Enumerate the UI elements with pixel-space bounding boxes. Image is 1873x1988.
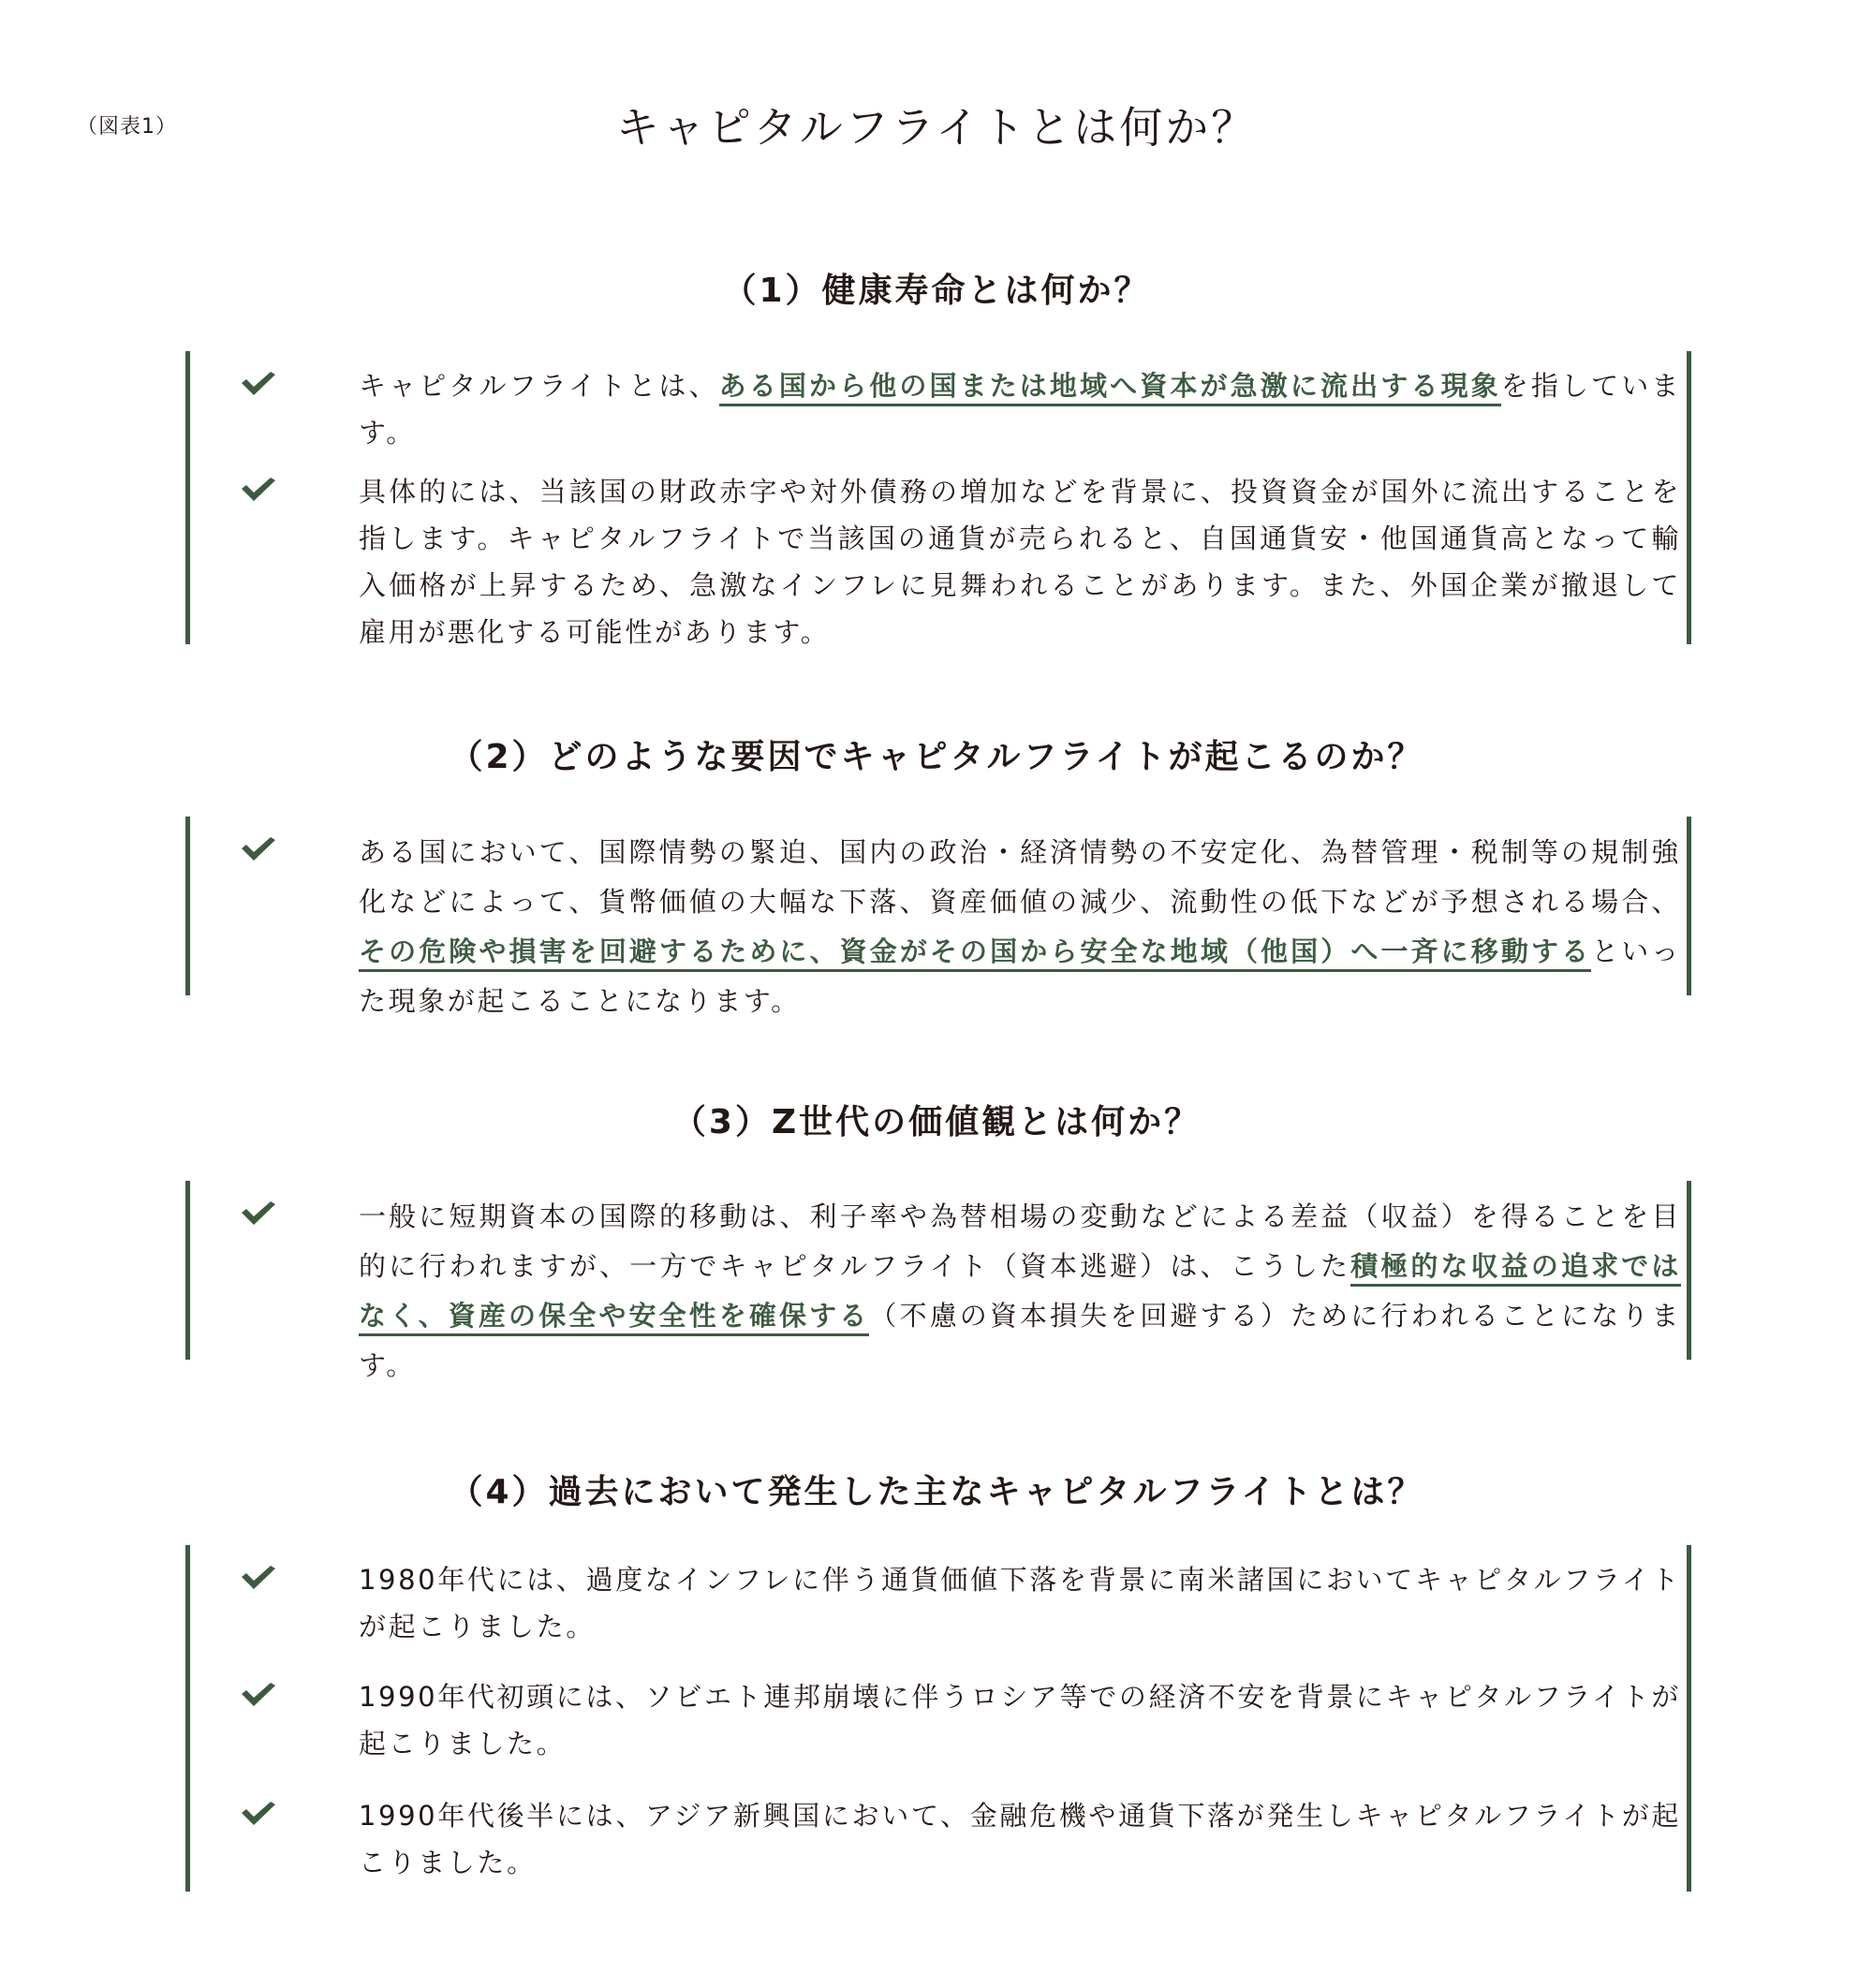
right-accent-bar xyxy=(1687,351,1691,644)
left-accent-bar xyxy=(185,817,190,995)
check-icon xyxy=(242,1201,275,1226)
list-item-text: 1990年代初頭には、ソビエト連邦崩壊に伴うロシア等での経済不安を背景にキャピタルフライトが起こりました。 xyxy=(359,1681,1681,1760)
section-block-4 xyxy=(185,1545,1691,1892)
section-heading-1: （1）健康寿命とは何か？ xyxy=(722,272,1151,310)
list-item-text: 1980年代には、過度なインフレに伴う通貨価値下落を背景に南米諸国においてキャピタルフライトが起こりました。 xyxy=(359,1564,1681,1642)
section-heading-2: （2）どのような要因でキャピタルフライトが起こるのか？ xyxy=(449,738,1424,776)
check-icon xyxy=(242,1802,275,1826)
highlighted-text: その危険や損害を回避するために、資金がその国から安全な地域（他国）へ一斉に移動する xyxy=(359,935,1591,972)
check-icon xyxy=(242,372,275,396)
figure-label: （図表1） xyxy=(77,115,177,139)
list-item-text: ある国において、国際情勢の緊迫、国内の政治・経済情勢の不安定化、為替管理・税制等の規制強化などによって、貨幣価値の大幅な下落、資産価値の減少、流動性の低下などが予想される場合、その危険や損害を回避するために、資金がその国から安全な地域（他国）へ一斉に移動するといった現象が起こることになります。 xyxy=(359,836,1681,1017)
list-item-text: 具体的には、当該国の財政赤字や対外債務の増加などを背景に、投資資金が国外に流出することを指します。キャピタルフライトで当該国の通貨が売られると、自国通貨安・他国通貨高となって輸入価格が上昇するため、急激なインフレに見舞われることがあります。また、外国企業が撤退して雇用が悪化する可能性があります。 xyxy=(359,476,1681,648)
right-accent-bar xyxy=(1687,1181,1691,1360)
section-heading-3: （3）Z世代の価値観とは何か？ xyxy=(671,1103,1202,1141)
left-accent-bar xyxy=(185,1181,190,1360)
page-title: キャピタルフライトとは何か？ xyxy=(615,102,1258,153)
left-accent-bar xyxy=(185,1545,190,1892)
list-item-text: 一般に短期資本の国際的移動は、利子率や為替相場の変動などによる差益（収益）を得ることを目的に行われますが、一方でキャピタルフライト（資本逃避）は、こうした積極的な収益の追求ではなく、資産の保全や安全性を確保する（不慮の資本損失を回避する）ために行われることになります。 xyxy=(359,1200,1681,1381)
list-item-text: キャピタルフライトとは、ある国から他の国または地域へ資本が急激に流出する現象を指しています。 xyxy=(359,370,1681,449)
section-block-1 xyxy=(185,351,1691,648)
left-accent-bar xyxy=(185,351,190,644)
list-item-text: 1990年代後半には、アジア新興国において、金融危機や通貨下落が発生しキャピタルフライトが起こりました。 xyxy=(359,1800,1681,1878)
check-icon xyxy=(242,478,275,502)
section-block-2 xyxy=(185,817,1691,1017)
highlighted-text: ある国から他の国または地域へ資本が急激に流出する現象 xyxy=(719,370,1501,406)
highlighted-text: 積極的な収益の追求ではなく、資産の保全や安全性を確保する xyxy=(359,1250,1681,1336)
section-heading-4: （4）過去において発生した主なキャピタルフライトとは？ xyxy=(449,1473,1424,1511)
section-block-3 xyxy=(185,1181,1691,1381)
right-accent-bar xyxy=(1687,1545,1691,1892)
check-icon xyxy=(242,1566,275,1590)
check-icon xyxy=(242,1683,275,1707)
check-icon xyxy=(242,837,275,861)
right-accent-bar xyxy=(1687,817,1691,995)
